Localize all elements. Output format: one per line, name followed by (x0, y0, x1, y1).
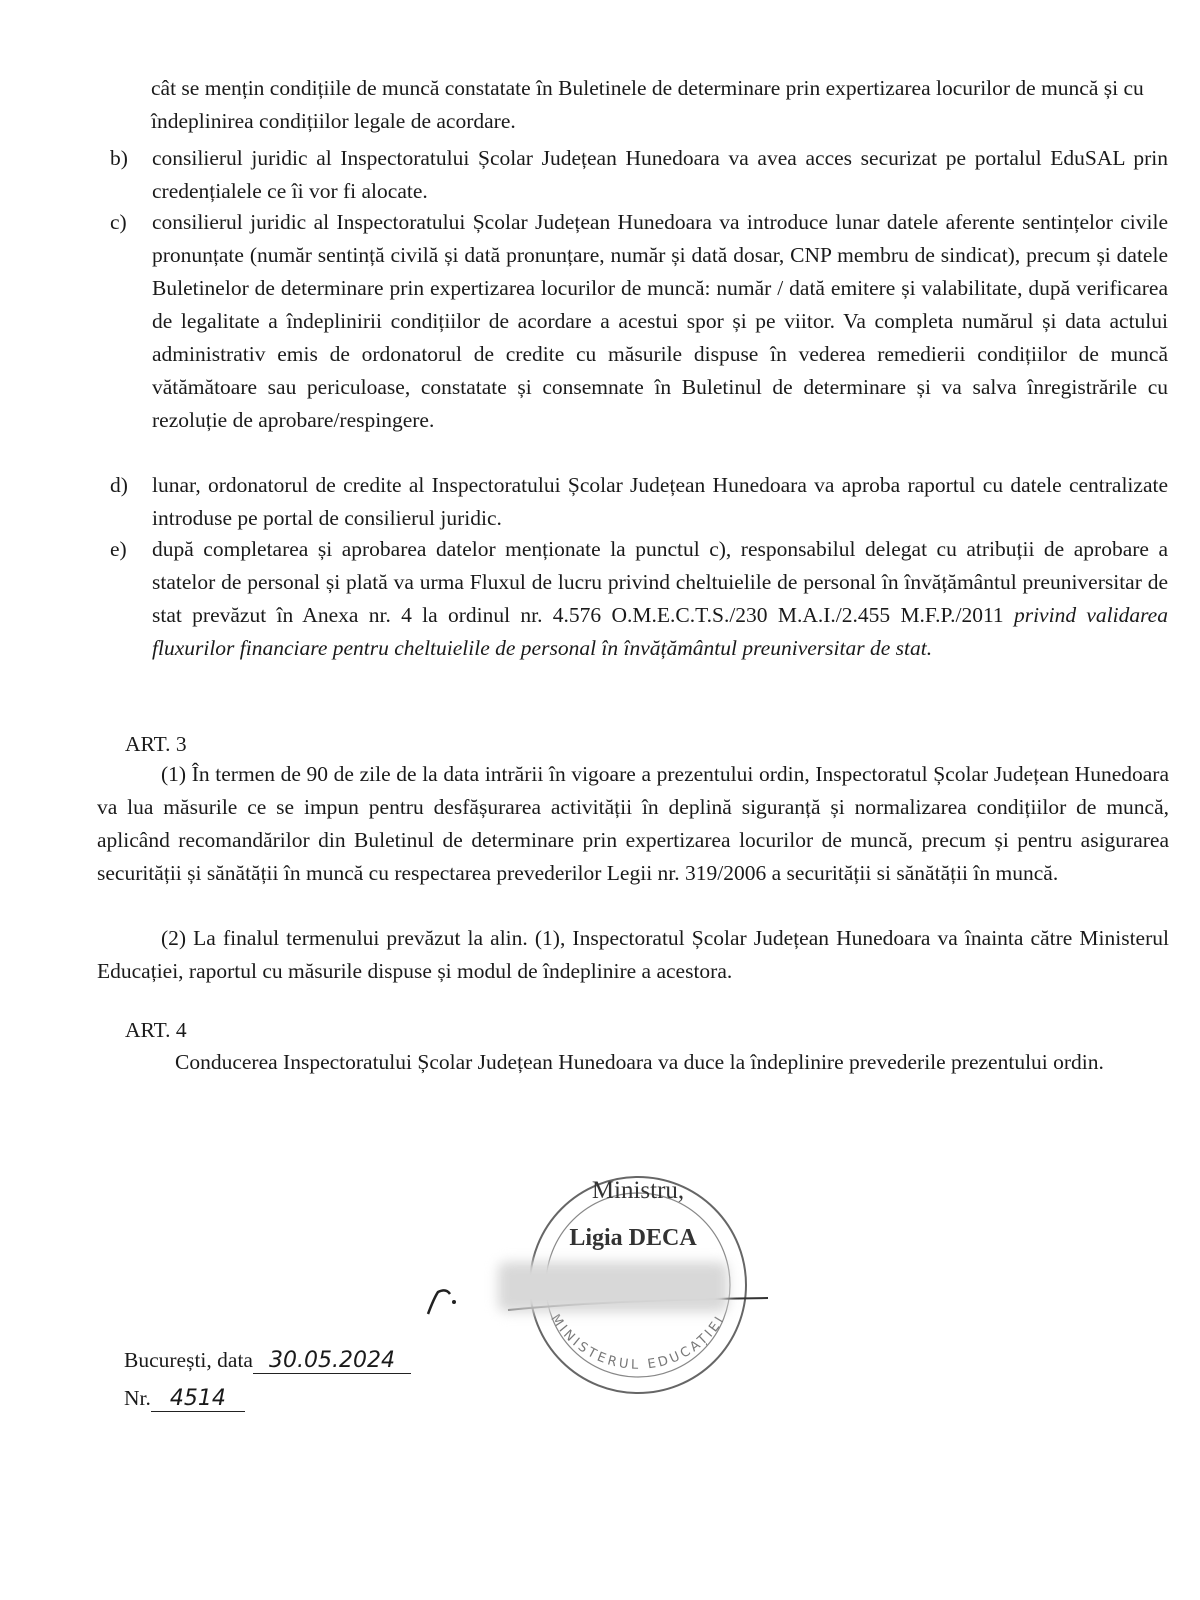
redacted-signature (498, 1262, 728, 1312)
list-label: b) (110, 146, 128, 170)
list-label: d) (110, 473, 128, 497)
continuation-paragraph: cât se mențin condițiile de muncă constatate în Buletinele de determinare prin expertizarea locurilor de muncă și cu îndeplinirea condițiilor legale de acordare. (151, 76, 1144, 133)
svg-text:MINISTERUL EDUCAȚIEI (547, 1312, 728, 1373)
list-text: consilierul juridic al Inspectoratului Școlar Județean Hunedoara va avea acces securizat pe portalul EduSAL prin credențialele ce îi vor fi alocate. (152, 146, 1168, 203)
nr-label: Nr. (124, 1386, 151, 1410)
list-text: consilierul juridic al Inspectoratului Școlar Județean Hunedoara va introduce lunar datele aferente sentințelor civile pronunțate (număr sentință civilă și dată pronunțare, număr și dată dosar, CNP membru de sindicat), precum și datele Buletinelor de determinare prin expertizarea locurilor de muncă: număr / dată emitere și valabilitate, după verificarea de legalitate a îndeplinirii condițiilor de acordare a acestui spor și pe viitor. Va completa numărul și data actului administrativ emis de ordonatorul de credite cu măsurile dispuse în vederea remedierii condițiilor de muncă vătămătoare sau periculoase, constatate și consemnate în Buletinul de determinare și va salva înregistrările cu rezoluție de aprobare/respingere. (152, 210, 1168, 432)
handwritten-number: 4514 (151, 1386, 245, 1412)
date-line (124, 1348, 411, 1374)
art4-paragraph-1: Conducerea Inspectoratului Școlar Județean Hunedoara va duce la îndeplinire prevederile prezentului ordin. (175, 1050, 1104, 1074)
handwritten-date: 30.05.2024 (253, 1348, 411, 1374)
art4-title: ART. 4 (125, 1018, 187, 1042)
list-text (152, 533, 1168, 665)
list-label: c) (110, 210, 127, 234)
list-text-italic: privind validarea fluxurilor financiare pentru cheltuielile de personal în învățământul preuniversitar de stat. (152, 603, 1168, 660)
art3-paragraph-2: (2) La finalul termenului prevăzut la alin. (1), Inspectoratul Școlar Județean Hunedoara va înainta către Ministerul Educației, raportul cu măsurile dispuse și modul de îndeplinire a acestora. (97, 926, 1169, 983)
number-line (124, 1386, 245, 1412)
list-text: lunar, ordonatorul de credite al Inspectoratului Școlar Județean Hunedoara va aproba raportul cu datele centralizate introduse pe portal de consilierul juridic. (152, 473, 1168, 530)
signature-role: Ministru, (591, 1177, 685, 1204)
art3-paragraph-1: (1) În termen de 90 de zile de la data intrării în vigoare a prezentului ordin, Inspectoratul Școlar Județean Hunedoara va lua măsurile ce se impun pentru desfășurarea activității în deplină siguranță și normalizarea condițiilor de muncă, aplicând recomandărilor din Buletinul de determinare prin expertizarea locurilor de muncă, precum și pentru asigurarea securității și sănătății în muncă cu respectarea prevederilor Legii nr. 319/2006 a securității si sănătății în muncă. (97, 762, 1169, 885)
art3-title: ART. 3 (125, 732, 187, 756)
handwritten-mark-icon (420, 1288, 460, 1318)
city-label: București, data (124, 1348, 253, 1372)
list-text-regular: după completarea și aprobarea datelor menționate la punctul c), responsabilul delegat cu atribuții de aprobare a statelor de personal și plată va urma Fluxul de lucru privind cheltuielile de personal în învățământul preuniversitar de stat prevăzut în Anexa nr. 4 la ordinul nr. 4.576 O.M.E.C.T.S./230 M.A.I./2.455 M.F.P./2011 (152, 537, 1168, 627)
signature-name: Ligia DECA (569, 1225, 697, 1251)
list-label: e) (110, 537, 127, 561)
stamp-text: MINISTERUL EDUCAȚIEI (547, 1311, 729, 1373)
